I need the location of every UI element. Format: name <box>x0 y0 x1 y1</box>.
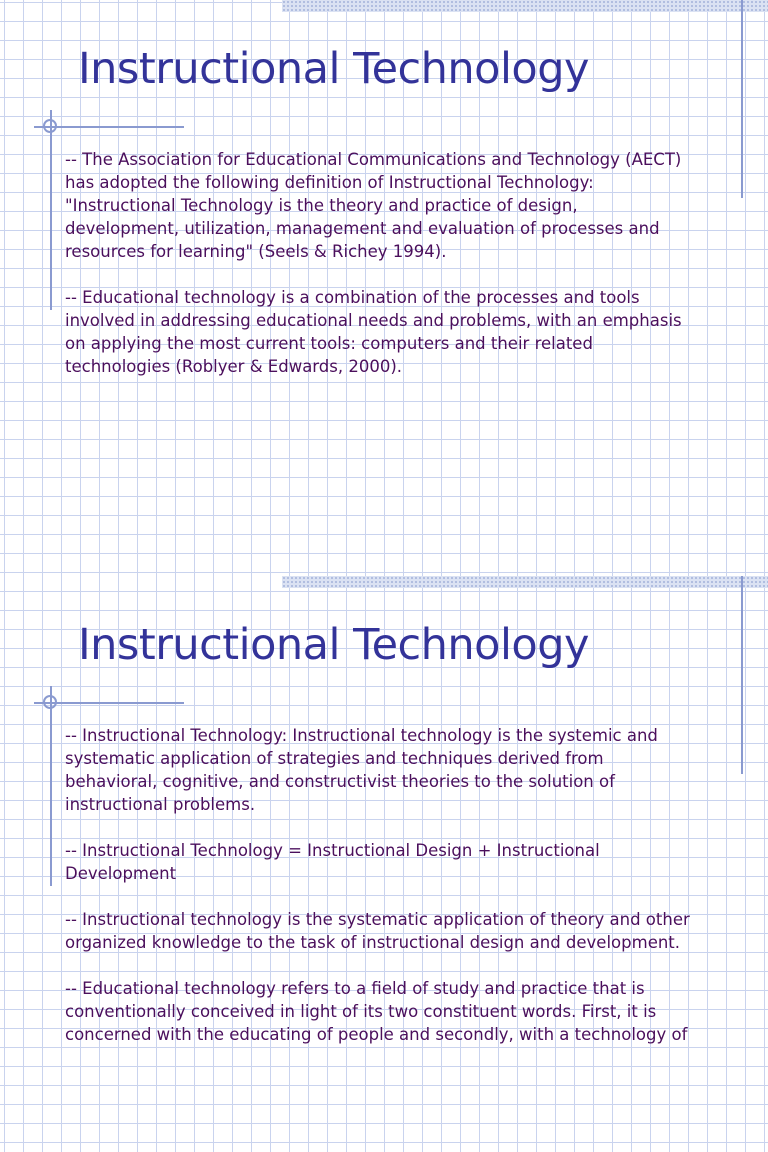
body-paragraph: -- Instructional Technology = Instructional Design + Instructional Development <box>65 841 600 883</box>
crosshair-circle-icon <box>43 695 57 709</box>
body-paragraph: -- Instructional technology is the systematic application of theory and other organized knowledge to the task of instructional design and development. <box>65 910 690 952</box>
decorative-vertical-line-left <box>50 110 52 310</box>
slide-body <box>65 724 745 1069</box>
slide-2 <box>0 576 768 1152</box>
body-paragraph: -- Educational technology refers to a field of study and practice that is conventionally conceived in light of its two constituent words. First, it is concerned with the educating of people and secondly, with a technology of <box>65 979 688 1044</box>
slide-body <box>65 148 745 401</box>
body-paragraph: -- Educational technology is a combination of the processes and tools involved in addressing educational needs and problems, with an emphasis on applying the most current tools: computers and their related technologies (Roblyer & Edwards, 2000). <box>65 288 682 376</box>
dotted-corner-strip <box>282 0 768 12</box>
body-paragraph: -- Instructional Technology: Instructional technology is the systemic and systematic application of strategies and techniques derived from behavioral, cognitive, and constructivist theories to the solution of instructional problems. <box>65 726 658 814</box>
dotted-corner-strip <box>282 576 768 588</box>
crosshair-circle-icon <box>43 119 57 133</box>
slide-title: Instructional Technology <box>78 44 589 94</box>
slide-title: Instructional Technology <box>78 620 589 670</box>
decorative-vertical-line-left <box>50 686 52 886</box>
body-paragraph: -- The Association for Educational Communications and Technology (AECT) has adopted the following definition of Instructional Technology: "Instructional Technology is the theory and practice of design, development, utilization, management and evaluation of processes and resources for learning" (Seels & Richey 1994). <box>65 150 682 261</box>
